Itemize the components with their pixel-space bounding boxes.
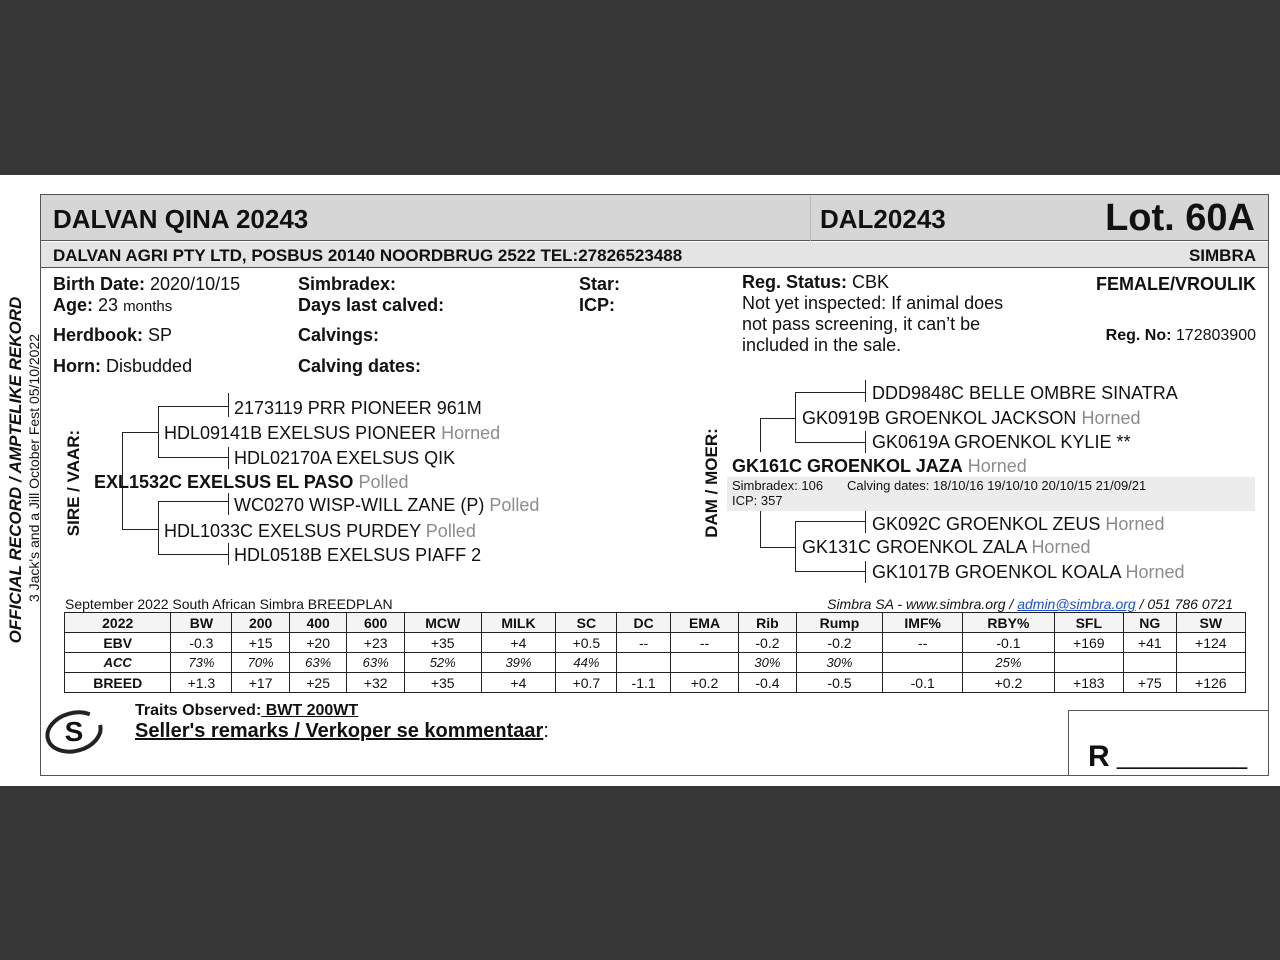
acc-cell: 52% [404,653,481,673]
sire-bracket-top [122,432,158,433]
acc-cell: 25% [963,653,1055,673]
sellers-remarks: Seller's remarks / Verkoper se kommentaar: [135,720,549,742]
acc-cell [670,653,738,673]
dsd-tick [865,431,866,453]
dam-sire-sire: DDD9848C BELLE OMBRE SINATRA [872,383,1178,403]
dam-dam-dam: GK1017B GROENKOL KOALA Horned [872,562,1185,582]
ebv-row [65,633,1246,653]
breed-cell: +0.7 [556,673,617,693]
col-header: DC [617,613,670,633]
dam-icp: ICP: 357 [732,493,783,508]
col-header: NG [1123,613,1176,633]
acc-cell: 30% [739,653,797,673]
ebv-cell: +35 [404,633,481,653]
breed-cell: +183 [1054,673,1123,693]
ebv-cell: -- [617,633,670,653]
acc-row [65,653,1246,673]
breed-cell: +1.3 [171,673,232,693]
col-header: EMA [670,613,738,633]
ebv-cell: +0.5 [556,633,617,653]
breed-cell: +75 [1123,673,1176,693]
sire-dam-dam: HDL0518B EXELSUS PIAFF 2 [234,545,482,565]
col-header: 2022 [65,613,171,633]
days-last-calved-label: Days last calved: [298,295,445,315]
sire-sire-bracket-top [158,406,228,407]
title-divider [810,195,811,241]
ebv-header-row [65,613,1246,633]
calvings-label: Calvings: [298,325,380,345]
price-symbol: R [1088,740,1110,773]
breed-cell: +0.2 [963,673,1055,693]
col-header: Rib [739,613,797,633]
ssd-tick [228,447,229,469]
horn-status: Horn: Disbudded [53,356,193,376]
acc-cell [883,653,963,673]
acc-cell: 39% [481,653,556,673]
sire-dam-sire: WC0270 WISP-WILL ZANE (P) Polled [234,495,540,515]
col-header: 600 [347,613,405,633]
official-record-label: OFFICIAL RECORD / AMPTELIKE REKORD [6,296,25,644]
ebv-table [64,612,1246,693]
ebv-cell: +23 [347,633,405,653]
sire-sire-dam: HDL02170A EXELSUS QIK [234,448,456,468]
sire-sire-bracket [158,406,159,458]
dam-bottom-bracket-h [760,547,796,548]
dss-tick [865,380,866,402]
reg-number: Reg. No: 172803900 [1105,327,1256,344]
inspection-note-1: Not yet inspected: If animal does [742,293,1004,313]
animal-id: DAL20243 [820,204,946,234]
dam-dam-sire: GK092C GROENKOL ZEUS Horned [872,514,1165,534]
row-label: ACC [65,653,171,673]
acc-cell [617,653,670,673]
email-link[interactable]: admin@simbra.org [1017,596,1136,612]
ddd-tick [865,561,866,583]
breed-cell: +35 [404,673,481,693]
inspection-note-3: included in the sale. [742,335,902,355]
col-header: SFL [1054,613,1123,633]
sdd-tick [228,543,229,565]
birth-date: Birth Date: 2020/10/15 [53,274,241,294]
dam-bottom-bracket [760,511,761,548]
ebv-cell: -- [670,633,738,653]
animal-name: DALVAN QINA 20243 [53,204,309,234]
sds-tick [228,493,229,515]
col-header: MCW [404,613,481,633]
col-header: IMF% [883,613,963,633]
col-header: SW [1176,613,1245,633]
simbradex-label: Simbradex: [298,274,397,294]
col-header: SC [556,613,617,633]
ebv-cell: -0.2 [796,633,883,653]
sire: EXL1532C EXELSUS EL PASO Polled [94,472,409,492]
sire-dam-bracket-bottom [158,554,228,555]
dam-label: DAM / MOER: [702,428,721,538]
acc-cell: 73% [171,653,232,673]
acc-cell [1123,653,1176,673]
dds-tick [865,511,866,533]
breed-cell: +0.2 [670,673,738,693]
col-header: MILK [481,613,556,633]
breed-cell: -0.5 [796,673,883,693]
dam-sire-bracket-bottom [795,442,865,443]
breeder-line: DALVAN AGRI PTY LTD, POSBUS 20140 NOORDBRUG 2522 TEL:27826523488 [53,246,683,265]
breed-cell: +17 [232,673,290,693]
ebv-cell: +4 [481,633,556,653]
dam-sire-bracket-top [795,392,865,393]
sire-bracket-bottom [122,529,158,530]
col-header: BW [171,613,232,633]
ebv-cell: -0.3 [171,633,232,653]
acc-cell [1176,653,1245,673]
ebv-cell: +41 [1123,633,1176,653]
sss-tick [228,393,229,417]
dam-dam: GK131C GROENKOL ZALA Horned [802,537,1091,557]
dam-simbradex: Simbradex: 106 [732,478,824,493]
col-header: 200 [232,613,290,633]
dam-dam-bracket [795,521,796,572]
breed-cell: -1.1 [617,673,670,693]
col-header: RBY% [963,613,1055,633]
sire-dam-bracket [158,501,159,555]
sire-sire: HDL09141B EXELSUS PIONEER Horned [164,423,501,443]
star-label: Star: [579,274,621,294]
sire-sire-bracket-bottom [158,457,228,458]
dam-top-bracket-h [760,418,796,419]
acc-cell: 70% [232,653,290,673]
dam-dam-bracket-top [795,521,865,522]
row-label: EBV [65,633,171,653]
col-header: 400 [289,613,347,633]
sire-label: SIRE / VAAR: [64,429,83,537]
traits-observed: Traits Observed: BWT 200WT [135,702,359,719]
acc-cell: 44% [556,653,617,673]
ebv-cell: -- [883,633,963,653]
calving-dates-label: Calving dates: [298,356,422,376]
ebv-cell: +169 [1054,633,1123,653]
dam-dam-bracket-bottom [795,571,865,572]
breed-cell: +4 [481,673,556,693]
breedplan-contact: Simbra SA - www.simbra.org / admin@simbra.org / 051 786 0721 [827,596,1233,612]
inspection-note-2: not pass screening, it can’t be [742,314,981,334]
sire-sire-sire: 2173119 PRR PIONEER 961M [234,398,482,418]
ebv-cell: -0.2 [739,633,797,653]
dam-calving-dates: Calving dates: 18/10/16 19/10/10 20/10/15 21/09/21 [847,478,1147,493]
sex: FEMALE/VROULIK [1096,274,1256,294]
lot-card [0,175,1280,786]
lot-number: Lot. 60A [1105,197,1255,239]
ebv-cell: -0.1 [963,633,1055,653]
sire-dam: HDL1033C EXELSUS PURDEY Polled [164,521,476,541]
breedplan-source: September 2022 South African Simbra BREEDPLAN [65,596,393,612]
breed-row [65,673,1246,693]
dam-sire: GK0919B GROENKOL JACKSON Horned [802,408,1141,428]
breed-cell: -0.4 [739,673,797,693]
breed-cell: -0.1 [883,673,963,693]
dam-top-bracket [760,418,761,452]
acc-cell: 63% [347,653,405,673]
price-field[interactable]: _________ [1117,740,1248,770]
simbra-logo-icon [43,705,105,755]
dam-sire-dam: GK0619A GROENKOL KYLIE ** [872,432,1131,452]
age: Age: 23 months [53,295,173,315]
sale-name-label: 3 Jack's and a Jill October Fest 05/10/2022 [26,333,42,603]
reg-status: Reg. Status: CBK [742,272,890,292]
breed-cell: +32 [347,673,405,693]
icp-label: ICP: [579,295,615,315]
breed-name: SIMBRA [1188,246,1256,265]
acc-cell: 63% [289,653,347,673]
acc-cell [1054,653,1123,673]
acc-cell: 30% [796,653,883,673]
dam: GK161C GROENKOL JAZA Horned [732,456,1027,476]
sire-dam-bracket-top [158,501,228,502]
herdbook: Herdbook: SP [53,325,173,345]
row-label: BREED [65,673,171,693]
logo-letter: S [64,716,84,747]
ebv-cell: +124 [1176,633,1245,653]
breed-cell: +25 [289,673,347,693]
dam-sire-bracket [795,392,796,443]
col-header: Rump [796,613,883,633]
ebv-cell: +20 [289,633,347,653]
breed-cell: +126 [1176,673,1245,693]
ebv-cell: +15 [232,633,290,653]
